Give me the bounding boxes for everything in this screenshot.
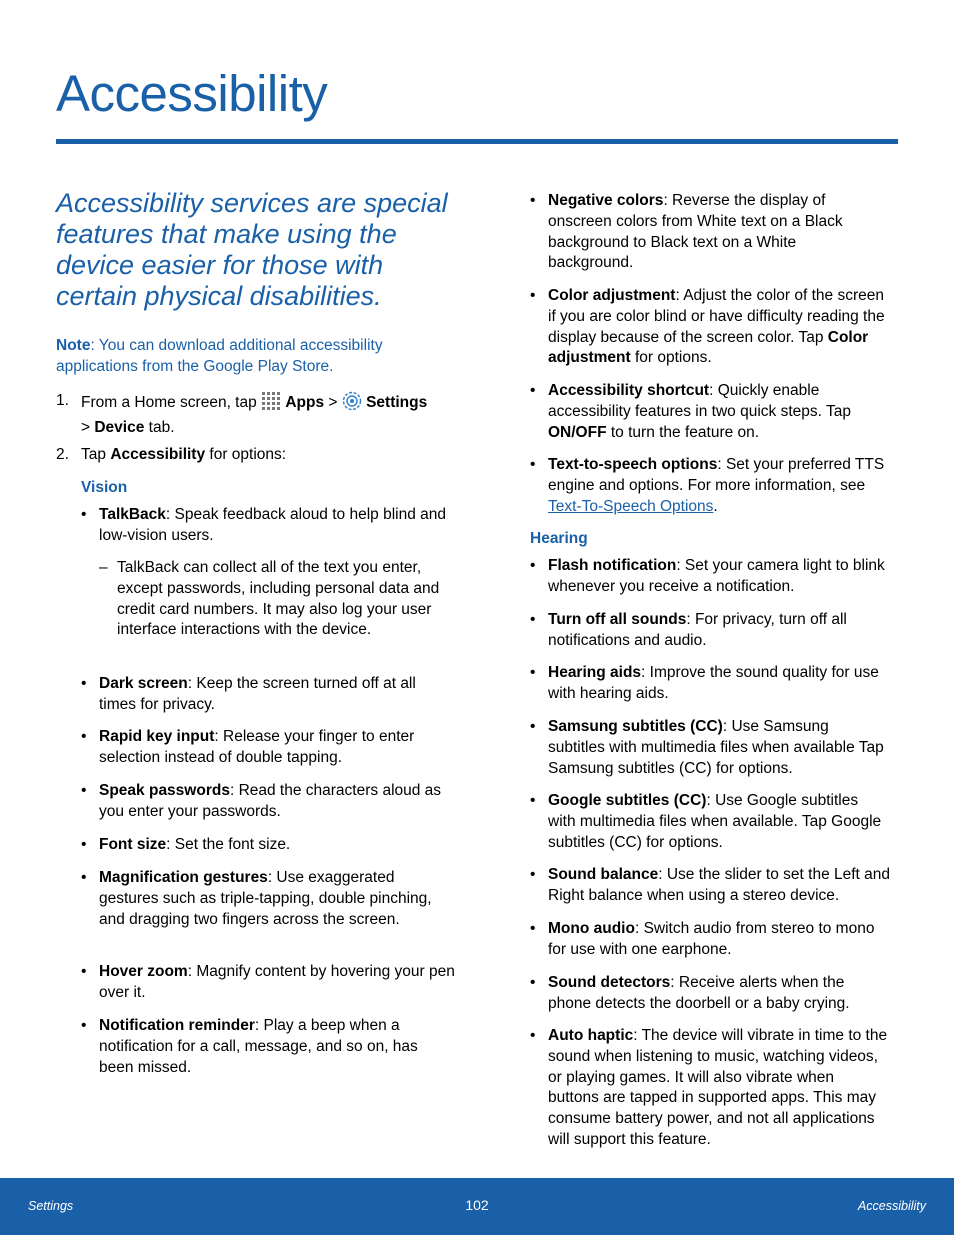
item-term: Magnification gestures <box>99 869 268 886</box>
note <box>56 336 456 377</box>
bullet-dot: • <box>81 963 87 980</box>
item-desc: : For privacy, turn off all notifications and audio. <box>548 611 847 649</box>
item-desc: : The device will vibrate in time to the sound when listening to music, watching videos, or playing games. It will also vibrate when buttons are tapped in supported apps. This may consume battery power, and not all applications will support this feature. <box>548 1027 888 1148</box>
item-desc: : Magnify content by hovering your pen over it. <box>99 963 455 1001</box>
device-tab-label: Device <box>94 418 145 436</box>
page-title: Accessibility <box>56 65 328 122</box>
item-desc: : Play a beep when a notification for a call, message, and so on, has been missed. <box>99 1017 418 1076</box>
item-desc: : Keep the screen turned off at all times for privacy. <box>99 675 416 713</box>
item-term: Text-to-speech options <box>548 456 718 473</box>
step-1-body <box>81 391 456 439</box>
step-2-text: Tap <box>81 446 111 463</box>
bullet-dot: • <box>530 557 536 574</box>
vision-heading: Vision <box>81 479 128 496</box>
bullet-dot: • <box>81 675 87 692</box>
step-number: 2. <box>56 446 69 463</box>
note-text: : You can download additional accessibility applications from the Google Play Store. <box>56 337 383 375</box>
item-term: Negative colors <box>548 192 664 209</box>
apps-grid-icon <box>261 391 281 418</box>
step-number: 1. <box>56 392 69 409</box>
item-term: Google subtitles (CC) <box>548 792 707 809</box>
item-term: Hearing aids <box>548 664 642 681</box>
item-term: Accessibility shortcut <box>548 382 710 399</box>
item-term: TalkBack <box>99 506 166 523</box>
item-desc: : Switch audio from stereo to mono for use with one earphone. <box>548 920 875 958</box>
title-divider <box>56 139 898 144</box>
separator: > <box>324 394 342 411</box>
step-2-suffix: for options: <box>205 446 287 463</box>
item-desc: : Improve the sound quality for use with hearing aids. <box>548 664 879 702</box>
item-desc: : Use exaggerated gestures such as triple-tapping, double pinching, and dragging two fingers across the screen. <box>99 869 432 928</box>
bullet-dot: • <box>530 974 536 991</box>
intro-text: Accessibility services are special features that make using the device easier for those with certain physical disabilities. <box>56 188 448 311</box>
item-desc: : Use Google subtitles with multimedia files when available. Tap Google subtitles (CC) for options. <box>548 792 882 851</box>
bullet-dot: • <box>530 792 536 809</box>
item-term: Mono audio <box>548 920 635 937</box>
bullet-dot: • <box>81 782 87 799</box>
item-term-inline: ON/OFF <box>548 423 607 441</box>
item-desc: : Receive alerts when the phone detects the doorbell or a baby crying. <box>548 974 850 1012</box>
apps-label: Apps <box>285 394 325 411</box>
bullet-dot: • <box>530 664 536 681</box>
item-desc-tail: . <box>713 497 718 515</box>
item-desc: : Adjust the color of the screen if you are color blind or have difficulty reading the display because of the screen color. Tap <box>548 287 885 346</box>
hearing-heading: Hearing <box>530 530 588 547</box>
item-desc: : Reverse the display of onscreen colors from White text on a Black background to Black text on a White background. <box>548 192 843 272</box>
item-term: Auto haptic <box>548 1027 634 1044</box>
item-term: Rapid key input <box>99 728 215 745</box>
item-term: Flash notification <box>548 557 677 574</box>
step-1-line2-prefix: > <box>81 418 95 436</box>
bullet-dot: • <box>81 506 87 523</box>
item-term: Samsung subtitles (CC) <box>548 718 723 735</box>
item-desc: : Read the characters aloud as you enter your passwords. <box>99 782 442 820</box>
bullet-dot: • <box>81 836 87 853</box>
text-to-speech-options-link[interactable]: Text-To-Speech Options <box>548 497 714 515</box>
bullet-dot: • <box>530 382 536 399</box>
item-term: Sound balance <box>548 866 659 883</box>
item-desc: : Set your preferred TTS engine and options. For more information, see <box>548 456 885 494</box>
bullet-dot: • <box>530 1027 536 1044</box>
step-2-body <box>81 445 456 466</box>
item-desc: : Set the font size. <box>166 836 291 853</box>
bullet-dot: • <box>530 192 536 209</box>
item-desc-tail: for options. <box>630 349 712 367</box>
item-term: Sound detectors <box>548 974 671 991</box>
item-term: Speak passwords <box>99 782 230 799</box>
item-term: Turn off all sounds <box>548 611 687 628</box>
bullet-dot: • <box>530 866 536 883</box>
page-footer <box>0 1178 954 1235</box>
accessibility-label: Accessibility <box>110 446 206 463</box>
bullet-dot: • <box>81 728 87 745</box>
note-label: Note <box>56 337 91 354</box>
step-1 <box>56 391 456 436</box>
item-term-inline: Color adjustment <box>548 328 869 367</box>
item-desc: : Use Samsung subtitles with multimedia files when available Tap Samsung subtitles (CC) for options. <box>548 718 884 777</box>
item-desc-tail: to turn the feature on. <box>606 423 760 441</box>
item-desc: : Set your camera light to blink whenever you receive a notification. <box>548 557 885 595</box>
bullet-dot: • <box>81 1017 87 1034</box>
item-desc: : Quickly enable accessibility features in two quick steps. Tap <box>548 382 851 420</box>
item-term: Font size <box>99 836 167 853</box>
item-term: Hover zoom <box>99 963 188 980</box>
settings-label: Settings <box>366 394 428 411</box>
bullet-dot: • <box>81 869 87 886</box>
page-number: 102 <box>465 1197 489 1213</box>
item-desc: : Speak feedback aloud to help blind and low-vision users. <box>99 506 446 544</box>
item-term: Color adjustment <box>548 287 676 304</box>
item-term: Dark screen <box>99 675 188 692</box>
item-term: Notification reminder <box>99 1017 255 1034</box>
bullet-dot: • <box>530 920 536 937</box>
bullet-dot: • <box>530 718 536 735</box>
footer-section-left: Settings <box>28 1199 74 1213</box>
step-1-text: From a Home screen, tap <box>81 394 262 411</box>
item-desc: : Release your finger to enter selection instead of double tapping. <box>99 728 415 766</box>
item-desc: : Use the slider to set the Left and Right balance when using a stereo device. <box>548 866 891 904</box>
footer-section-right: Accessibility <box>857 1199 926 1213</box>
step-2 <box>56 445 456 466</box>
sub-item-text: TalkBack can collect all of the text you enter, except passwords, including personal data and credit card numbers. It may also log your user interface interactions with the device. <box>117 559 440 639</box>
settings-gear-icon <box>342 391 362 418</box>
step-1-line2-suffix: tab. <box>144 418 175 436</box>
bullet-dot: • <box>530 456 536 473</box>
bullet-dot: • <box>530 287 536 304</box>
dash-mark: – <box>99 559 108 576</box>
bullet-dot: • <box>530 611 536 628</box>
